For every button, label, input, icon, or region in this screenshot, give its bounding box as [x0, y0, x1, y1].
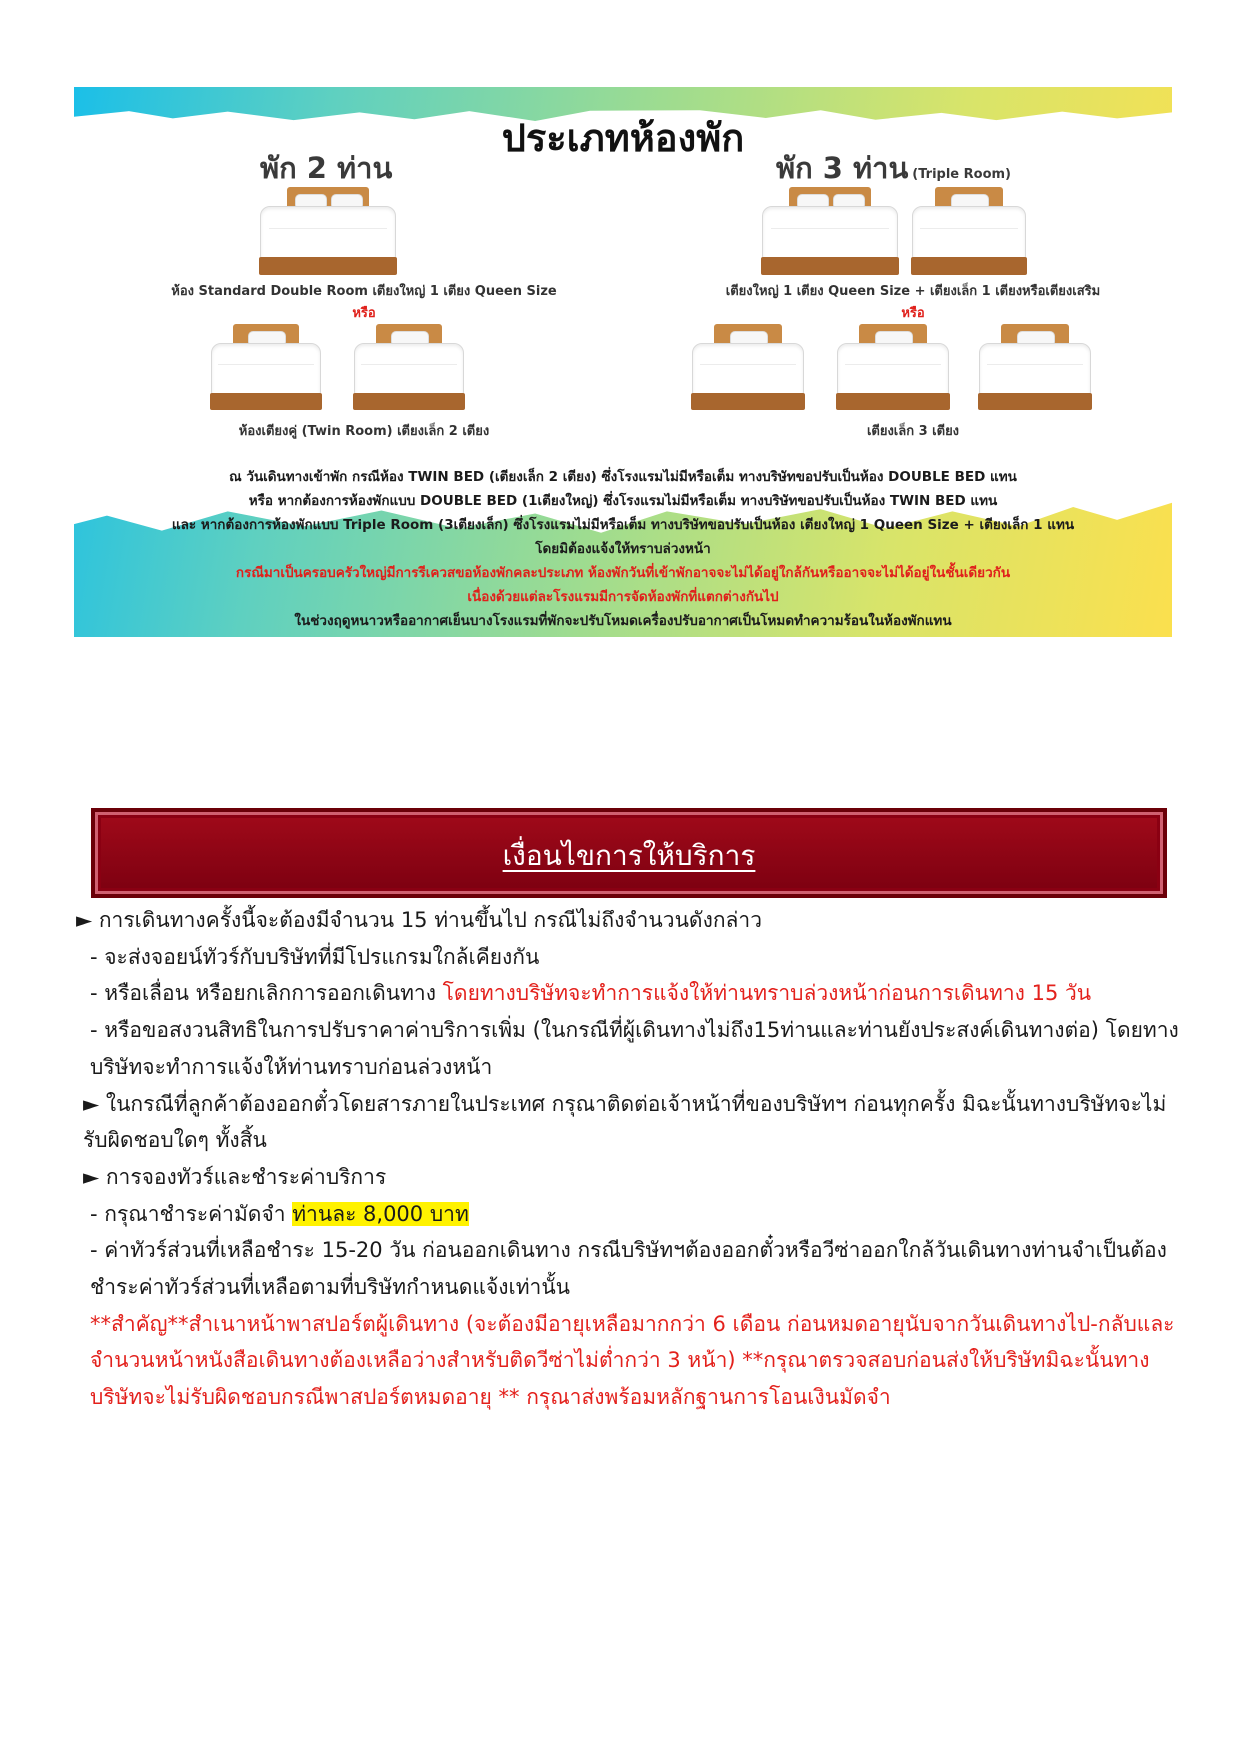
triple-single-bed-icon — [912, 187, 1026, 275]
room-note-line-red: กรณีมาเป็นครอบครัวใหญ่มีการรีเควสขอห้องพักคละประเภท ห้องพักวันที่เข้าพักอาจจะไม่ได้อยู่ใกล้กันหรืออาจจะไม่ได้อยู่ในชั้นเดียวกัน — [235, 565, 1011, 581]
room-type-banner — [74, 87, 1172, 637]
condition-line: - จะส่งจอยน์ทัวร์กับบริษัทที่มีโปรแกรมใกล้เคียงกัน — [90, 944, 540, 969]
triple-double-bed-icon — [762, 187, 898, 275]
condition-text: - หรือเลื่อน หรือยกเลิกการออกเดินทาง — [90, 981, 443, 1006]
triple-small-bed-icon-2 — [837, 324, 949, 410]
deposit-amount-highlight: ท่านละ 8,000 บาท — [292, 1201, 469, 1226]
conditions-title: เงื่อนไขการให้บริการ — [502, 839, 756, 872]
room-note-line: ในช่วงฤดูหนาวหรืออากาศเย็นบางโรงแรมที่พักจะปรับโหมดเครื่องปรับอากาศเป็นโหมดทำความร้อนในห้องพักแทน — [294, 613, 952, 629]
condition-line: ► การจองทัวร์และชำระค่าบริการ — [83, 1164, 387, 1189]
triple-heading — [776, 145, 1011, 191]
condition-line — [76, 1196, 1184, 1233]
condition-line: - หรือขอสงวนสิทธิในการปรับราคาค่าบริการเพิ่ม (ในกรณีที่ผู้เดินทางไม่ถึง15ท่านและท่านยังประสงค์เดินทางต่อ) โดยทางบริษัทจะทำการแจ้งให้ท่านทราบก่อนล่วงหน้า — [90, 1018, 1179, 1079]
double-heading — [260, 145, 392, 191]
condition-line: ► ในกรณีที่ลูกค้าต้องออกตั๋วโดยสารภายในประเทศ กรุณาติดต่อเจ้าหน้าที่ของบริษัทฯ ก่อนทุกครั้ง มิฉะนั้นทางบริษัทจะไม่รับผิดชอบใดๆ ทั้งสิ้น — [83, 1091, 1167, 1153]
triple-heading-sub: (Triple Room) — [912, 167, 1011, 182]
passport-warning: **สำคัญ**สำเนาหน้าพาสปอร์ตผู้เดินทาง (จะต้องมีอายุเหลือมากกว่า 6 เดือน ก่อนหมดอายุนับจากวันเดินทางไป-กลับและจำนวนหน้าหนังสือเดินทางต้องเหลือว่างสำหรับติดวีซ่าไม่ต่ำกว่า 3 หน้า) **กรุณาตรวจสอบก่อนส่งให้บริษัทมิฉะนั้นทางบริษัทจะไม่รับผิดชอบกรณีพาสปอร์ตหมดอายุ ** กรุณาส่งพร้อมหลักฐานการโอนเงินมัดจำ — [90, 1311, 1175, 1410]
triple-heading-text: พัก 3 ท่าน — [776, 151, 909, 185]
banner-title: ประเภทห้องพัก — [501, 116, 745, 160]
triple-small-bed-icon-1 — [692, 324, 804, 410]
twin-bed-icon-2 — [354, 324, 464, 410]
triple-option2-caption: เตียงเล็ก 3 เตียง — [866, 424, 960, 439]
twin-room-caption: ห้องเตียงคู่ (Twin Room) เตียงเล็ก 2 เตียง — [238, 424, 490, 439]
room-notes — [74, 465, 1172, 633]
room-note-line: ณ วันเดินทางเข้าพัก กรณีห้อง TWIN BED (เตียงเล็ก 2 เตียง) ซึ่งโรงแรมไม่มีหรือเต็ม ทางบริษัทขอปรับเป็นห้อง DOUBLE BED แทน — [229, 469, 1017, 485]
double-room-caption: ห้อง Standard Double Room เตียงใหญ่ 1 เตียง Queen Size — [171, 284, 557, 299]
conditions-body — [76, 902, 1184, 1416]
or-label-left: หรือ — [352, 306, 376, 321]
or-label-right: หรือ — [901, 306, 925, 321]
condition-line: - ค่าทัวร์ส่วนที่เหลือชำระ 15-20 วัน ก่อนออกเดินทาง กรณีบริษัทฯต้องออกตั๋วหรือวีซ่าออกใกล้วันเดินทางท่านจำเป็นต้องชำระค่าทัวร์ส่วนที่เหลือตามที่บริษัทกำหนดแจ้งเท่านั้น — [90, 1238, 1167, 1300]
double-heading-text: พัก 2 ท่าน — [260, 151, 393, 185]
notice-red-text: โดยทางบริษัทจะทำการแจ้งให้ท่านทราบล่วงหน้าก่อนการเดินทาง 15 วัน — [442, 981, 1092, 1006]
conditions-header-bar — [91, 808, 1167, 898]
condition-line — [76, 975, 1184, 1012]
room-note-line-red: เนื่องด้วยแต่ละโรงแรมมีการจัดห้องพักที่แตกต่างกันไป — [467, 589, 779, 605]
room-note-line: โดยมิต้องแจ้งให้ทราบล่วงหน้า — [535, 541, 711, 557]
triple-small-bed-icon-3 — [979, 324, 1091, 410]
condition-line: ► การเดินทางครั้งนี้จะต้องมีจำนวน 15 ท่านขึ้นไป กรณีไม่ถึงจำนวนดังกล่าว — [76, 908, 762, 932]
condition-text: - กรุณาชำระค่ามัดจำ — [90, 1201, 293, 1226]
twin-bed-icon-1 — [211, 324, 321, 410]
room-note-line: และ หากต้องการห้องพักแบบ Triple Room (3เตียงเล็ก) ซึ่งโรงแรมไม่มีหรือเต็ม ทางบริษัทขอปรับเป็นห้อง เตียงใหญ่ 1 Queen Size + เตียงเล็ก 1 แทน — [171, 517, 1075, 533]
triple-option1-caption: เตียงใหญ่ 1 เตียง Queen Size + เตียงเล็ก 1 เตียงหรือเตียงเสริม — [725, 284, 1101, 299]
room-note-line: หรือ หากต้องการห้องพักแบบ DOUBLE BED (1เตียงใหญ่) ซึ่งโรงแรมไม่มีหรือเต็ม ทางบริษัทขอปรับเป็นห้อง TWIN BED แทน — [248, 493, 998, 509]
double-bed-icon — [260, 187, 396, 275]
